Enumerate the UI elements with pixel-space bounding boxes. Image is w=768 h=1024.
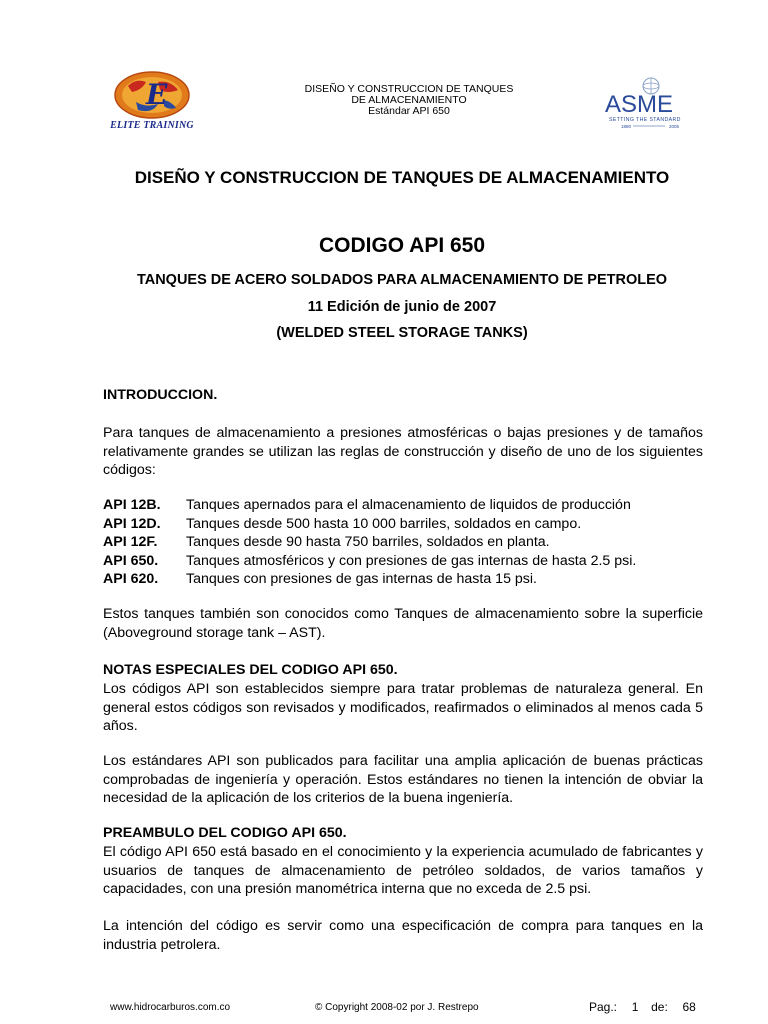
notes-paragraph-2: Los estándares API son publicados para facilitar una amplia aplicación de buenas prácticas comprobadas de ingeniería y operación. Estos estándares no tienen la intención de obviar la necesidad de la aplicación de los criterios de la buena ingeniería.: [103, 753, 703, 807]
notes-heading: NOTAS ESPECIALES DEL CODIGO API 650.: [103, 662, 398, 678]
asme-wordmark: ASME: [605, 91, 674, 118]
preamble-heading: PREAMBULO DEL CODIGO API 650.: [103, 825, 347, 841]
code-id: API 12B.: [103, 497, 161, 513]
code-row: [103, 570, 703, 589]
code-id: API 12D.: [103, 515, 161, 532]
asme-globe-icon: [603, 74, 695, 130]
total-pages: 68: [682, 1000, 696, 1014]
subtitle-tanks: TANQUES DE ACERO SOLDADOS PARA ALMACENAMIENTO DE PETROLEO: [136, 272, 668, 288]
code-row: [103, 552, 703, 571]
asme-year-left: 1880: [621, 124, 632, 129]
asme-year-right: 2005: [669, 124, 680, 129]
code-row: [103, 515, 703, 534]
footer-website: www.hidrocarburos.com.co: [110, 1002, 231, 1013]
preamble-paragraph-2: La intención del código es servir como una especificación de compra para tanques en la industria petrolera.: [103, 918, 703, 953]
current-page: 1: [631, 1000, 639, 1014]
code-desc: Tanques atmosféricos y con presiones de gas internas de hasta 2.5 psi.: [186, 552, 637, 569]
code-desc: Tanques apernados para el almacenamiento de liquidos de producción: [186, 497, 631, 513]
asme-tagline: SETTING THE STANDARD: [609, 117, 681, 123]
elite-training-text: ELITE TRAINING: [110, 120, 194, 131]
document-title: DISEÑO Y CONSTRUCCION DE TANQUES DE ALMACENAMIENTO: [134, 168, 670, 187]
asme-logo: [603, 74, 695, 130]
header-title-line2: DE ALMACENAMIENTO: [351, 94, 467, 106]
subtitle-edition: 11 Edición de junio de 2007: [307, 299, 497, 315]
code-title: CODIGO API 650: [318, 234, 486, 257]
code-id: API 12F.: [103, 534, 158, 551]
header-standard: Estándar API 650: [368, 105, 450, 117]
preamble-paragraph-1: El código API 650 está basado en el conocimiento y la experiencia acumulado de fabricantes y usuarios de tanques de almacenamiento de petróleo soldados, de varios tamaños y capacidades, con una presión manométrica interna que no exceda de 2.5 psi.: [103, 844, 703, 898]
code-id: API 620.: [103, 571, 159, 588]
elite-training-logo: [106, 70, 198, 134]
header-title-line1: DISEÑO Y CONSTRUCCION DE TANQUES: [304, 83, 514, 95]
code-desc: Tanques desde 500 hasta 10 000 barriles, soldados en campo.: [186, 515, 582, 532]
running-header: [284, 84, 534, 117]
intro-heading: INTRODUCCION.: [103, 387, 218, 403]
code-row: [103, 533, 703, 552]
footer-page-number: [589, 1000, 696, 1014]
aboveground-paragraph: Estos tanques también son conocidos como Tanques de almacenamiento sobre la superficie (Aboveground storage tank – AST).: [103, 606, 703, 641]
code-row: [103, 496, 703, 515]
subtitle-english: (WELDED STEEL STORAGE TANKS): [276, 325, 528, 341]
code-list: [103, 496, 703, 589]
notes-paragraph-1: Los códigos API son establecidos siempre para tratar problemas de naturaleza general. En general estos códigos son revisados y modificados, reafirmados o eliminados al menos cada 5 años.: [103, 681, 703, 735]
code-id: API 650.: [103, 552, 159, 569]
page-label: Pag.:: [589, 1000, 618, 1014]
code-desc: Tanques desde 90 hasta 750 barriles, soldados en planta.: [186, 534, 550, 551]
of-label: de:: [651, 1000, 668, 1014]
code-desc: Tanques con presiones de gas internas de hasta 15 psi.: [186, 571, 537, 588]
intro-paragraph: Para tanques de almacenamiento a presiones atmosféricas o bajas presiones y de tamaños relativamente grandes se utilizan las reglas de construcción y diseño de uno de los siguientes códigos:: [103, 425, 703, 479]
globe-icon: [106, 70, 198, 122]
footer-copyright: © Copyright 2008-02 por J. Restrepo: [315, 1002, 479, 1013]
svg-text:E: E: [146, 78, 168, 111]
